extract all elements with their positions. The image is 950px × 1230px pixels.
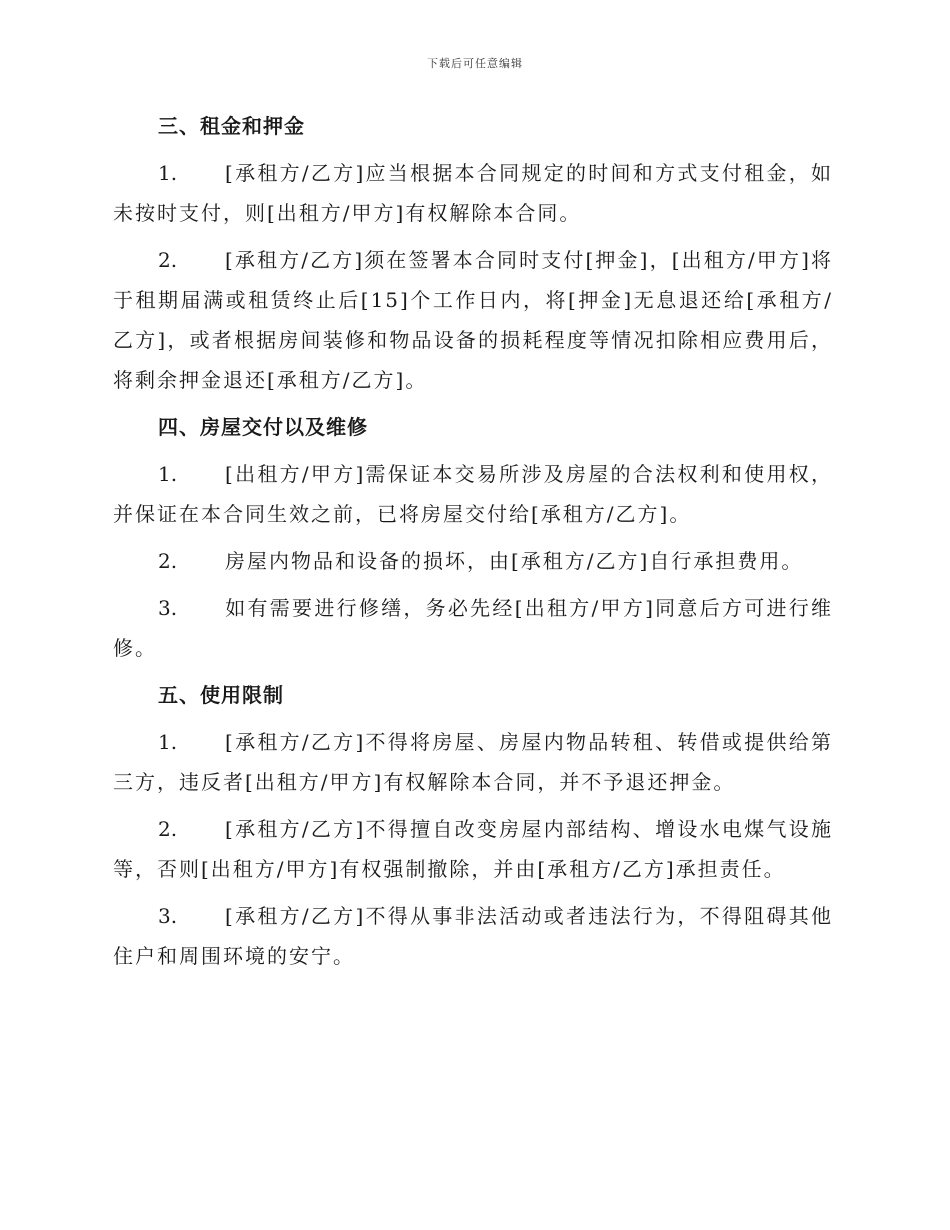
clause-text: [承租方/乙方]不得从事非法活动或者违法行为，不得阻碍其他住户和周围环境的安宁。	[113, 904, 833, 968]
section-heading: 五、使用限制	[158, 683, 284, 707]
clause	[113, 809, 833, 889]
clause	[113, 240, 833, 400]
section-heading: 三、租金和押金	[158, 114, 305, 138]
clause-number: 1.	[158, 161, 178, 185]
clause-number: 2.	[158, 817, 178, 841]
clause-number: 1.	[158, 730, 178, 754]
clause	[113, 588, 833, 668]
clause	[113, 541, 833, 581]
clause	[113, 153, 833, 233]
clause-text: [出租方/甲方]需保证本交易所涉及房屋的合法权利和使用权，并保证在本合同生效之前，已将房屋交付给[承租方/乙方]。	[113, 462, 833, 526]
header-note: 下载后可任意编辑	[427, 57, 523, 70]
clause-text: [承租方/乙方]不得擅自改变房屋内部结构、增设水电煤气设施等，否则[出租方/甲方]有权强制撤除，并由[承租方/乙方]承担责任。	[113, 817, 833, 881]
clause	[113, 896, 833, 976]
clause	[113, 454, 833, 534]
clause-number: 1.	[158, 462, 178, 486]
clause-number: 2.	[158, 549, 178, 573]
clause-number: 3.	[158, 904, 178, 928]
clause-text: 房屋内物品和设备的损坏，由[承租方/乙方]自行承担费用。	[225, 549, 804, 573]
clause-text: [承租方/乙方]不得将房屋、房屋内物品转租、转借或提供给第三方，违反者[出租方/甲方]有权解除本合同，并不予退还押金。	[113, 730, 833, 794]
section-rent-deposit	[113, 106, 833, 400]
clause	[113, 722, 833, 802]
section-heading: 四、房屋交付以及维修	[158, 415, 368, 439]
clause-text: [承租方/乙方]须在签署本合同时支付[押金]，[出租方/甲方]将于租期届满或租赁终止后[15]个工作日内，将[押金]无息退还给[承租方/乙方]，或者根据房间装修和物品设备的损耗程度等情况扣除相应费用后，将剩余押金退还[承租方/乙方]。	[113, 248, 833, 392]
section-delivery-repair	[113, 407, 833, 668]
clause-number: 3.	[158, 596, 178, 620]
section-usage-restrictions	[113, 675, 833, 976]
clause-number: 2.	[158, 248, 178, 272]
clause-text: 如有需要进行修缮，务必先经[出租方/甲方]同意后方可进行维修。	[113, 596, 833, 660]
document-body	[113, 106, 833, 983]
clause-text: [承租方/乙方]应当根据本合同规定的时间和方式支付租金，如未按时支付，则[出租方/甲方]有权解除本合同。	[113, 161, 833, 225]
